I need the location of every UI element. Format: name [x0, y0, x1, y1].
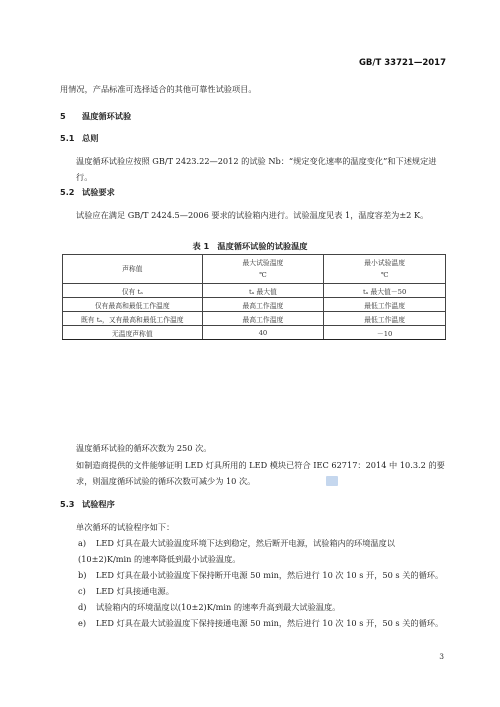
section-5-3-heading [60, 499, 115, 510]
procedure-step [78, 567, 448, 583]
section-5-2-heading [60, 187, 115, 198]
step-text: LED 灯具接通电源。 [96, 586, 174, 596]
table-row [63, 312, 446, 326]
step-marker: b) [78, 570, 87, 580]
watermark-logo-icon [326, 471, 338, 481]
cycle-count-paragraph: 温度循环试验的循环次数为 250 次。 [76, 443, 212, 453]
table-cell: 最高工作温度 [202, 312, 324, 326]
intro-paragraph: 用情况，产品标准可选择适合的其他可靠性试验项目。 [60, 84, 257, 94]
procedure-step [78, 535, 448, 567]
section-number: 5.1 [60, 133, 75, 143]
page-number: 3 [439, 652, 444, 661]
step-marker: d) [78, 602, 87, 612]
table-cell: 仅有 tₐ [63, 284, 203, 298]
section-title: 温度循环试验 [82, 111, 132, 121]
table-row [63, 284, 446, 298]
header-max-temp [202, 255, 324, 284]
table-cell: 最高工作温度 [202, 298, 324, 312]
reduction-paragraph: 如制造商提供的文件能够证明 LED 灯具所用的 LED 模块已符合 IEC 62717：2014 中 10.3.2 的要求，则温度循环试验的循环次数可减少为 10 次。 [76, 460, 445, 486]
table-caption: 表 1 温度循环试验的试验温度 [192, 241, 308, 251]
table-cell: 仅有最高和最低工作温度 [63, 298, 203, 312]
procedure-intro: 单次循环的试验程序如下： [76, 522, 175, 532]
table-header-row [63, 255, 446, 284]
table-cell: tₐ 最大值－50 [324, 284, 446, 298]
step-text: LED 灯具在最大试验温度下保持接通电源 50 min，然后进行 10 次 10 s 开，50 s 关的循环。 [96, 618, 444, 628]
header-claimed-value: 声称值 [63, 255, 203, 284]
step-marker: a) [78, 538, 87, 548]
section-5-1-heading [60, 133, 98, 144]
section-title: 试验要求 [82, 187, 115, 197]
section-title: 总则 [82, 133, 99, 143]
step-marker: e) [78, 618, 87, 628]
section-number: 5.3 [60, 499, 75, 509]
table-cell: －10 [324, 326, 446, 340]
table-cell: 既有 tₐ，又有最高和最低工作温度 [63, 312, 203, 326]
section-title: 试验程序 [82, 499, 115, 509]
header-max-unit: ℃ [259, 271, 267, 279]
standard-code: GB/T 33721—2017 [358, 58, 446, 68]
temperature-table [62, 254, 446, 340]
section-number: 5 [60, 111, 66, 121]
procedure-step [78, 615, 448, 631]
section-number: 5.2 [60, 187, 75, 197]
section-5-heading [60, 111, 131, 122]
table-cell: 40 [202, 326, 324, 340]
table-cell: 无温度声称值 [63, 326, 203, 340]
step-text: LED 灯具在最小试验温度下保持断开电源 50 min，然后进行 10 次 10 s 开，50 s 关的循环。 [96, 570, 444, 580]
table-row [63, 298, 446, 312]
requirements-paragraph: 试验应在满足 GB/T 2424.5—2006 要求的试验箱内进行。试验温度见表 1，温度容差为±2 K。 [76, 210, 429, 220]
procedure-step [78, 583, 448, 599]
step-text: LED 灯具在最大试验温度环境下达到稳定，然后断开电源，试验箱内的环境温度以(10±2)K/min 的速率降低到最小试验温度。 [78, 538, 395, 564]
step-text: 试验箱内的环境温度以(10±2)K/min 的速率升高到最大试验温度。 [96, 602, 341, 612]
header-max-label: 最大试验温度 [242, 259, 284, 267]
table-cell: 最低工作温度 [324, 312, 446, 326]
table-row [63, 326, 446, 340]
general-paragraph: 温度循环试验应按照 GB/T 2423.22—2012 的试验 Nb：“规定变化速率的温度变化”和下述规定进行。 [76, 156, 437, 182]
step-marker: c) [78, 586, 86, 596]
header-min-temp [324, 255, 446, 284]
header-min-unit: ℃ [380, 271, 389, 279]
table-cell: tₐ 最大值 [202, 284, 324, 298]
procedure-step [78, 599, 448, 615]
table-cell: 最低工作温度 [324, 298, 446, 312]
header-min-label: 最小试验温度 [364, 259, 406, 267]
